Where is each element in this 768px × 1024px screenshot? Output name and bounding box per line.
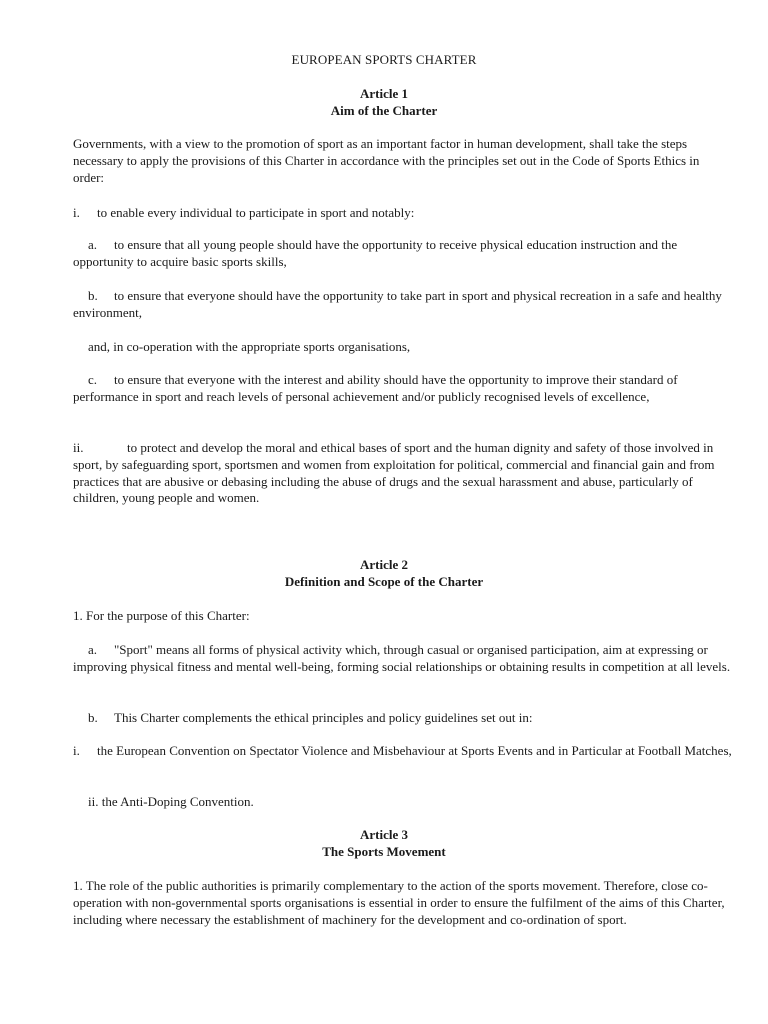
item-text: to ensure that all young people should have the opportunity to receive physical education instruction and the opportunity to acquire basic sports skills, [73, 237, 678, 269]
item-text: This Charter complements the ethical principles and policy guidelines set out in: [114, 710, 533, 725]
item-label: c. [88, 372, 98, 387]
item-label: i. [73, 743, 80, 758]
article-3-heading [0, 827, 768, 861]
item-text: "Sport" means all forms of physical activity which, through casual or organised participation, aim at expressing or improving physical fitness and mental well-being, forming social relationships or obtaining results in competition at all levels. [73, 642, 731, 674]
item-text: to protect and develop the moral and ethical bases of sport and the human dignity and safety of those involved in sport, by safeguarding sport, sportsmen and women from exploitation for political, commercial and financial gain and from practices that are abusive or debasing including the abuse of drugs and the sexual harassment and abuse, particularly of children, young people and women. [73, 440, 715, 506]
article-1-item-c [73, 372, 733, 406]
article-2-item-ii [73, 794, 733, 811]
article-1-cooperation [73, 339, 733, 356]
article-1-item-ii [73, 440, 733, 507]
article-2-heading [0, 557, 768, 591]
article-2-item-a [73, 642, 733, 676]
item-text: the European Convention on Spectator Violence and Misbehaviour at Sports Events and in Particular at Football Matches, [97, 743, 732, 758]
item-text: to ensure that everyone should have the opportunity to take part in sport and physical recreation in a safe and healthy environment, [73, 288, 722, 320]
item-text: ii. the Anti-Doping Convention. [88, 794, 254, 809]
article-1-item-a [73, 237, 733, 271]
article-1-item-i [73, 205, 733, 222]
item-label: b. [88, 710, 98, 725]
article-1-heading [0, 86, 768, 120]
article-2-number: Article 2 [359, 557, 408, 572]
item-label: ii. [73, 440, 84, 455]
article-2-item-b [73, 710, 733, 727]
article-2-title: Definition and Scope of the Charter [284, 573, 484, 589]
item-label: a. [88, 237, 98, 252]
item-label: i. [73, 205, 80, 220]
item-label: b. [88, 288, 98, 303]
cooperation-text: and, in co-operation with the appropriate sports organisations, [88, 339, 411, 354]
article-3-p1: 1. The role of the public authorities is primarily complementary to the action of the sports movement. Therefore, close co-operation with non-governmental sports organisations is essential in order to ensure the fulfilment of the aims of this Charter, including where necessary the establishment of machinery for the development and co-ordination of sport. [73, 878, 725, 927]
article-3-title: The Sports Movement [322, 843, 446, 859]
article-1-title: Aim of the Charter [330, 102, 438, 118]
article-3-number: Article 3 [359, 827, 408, 842]
item-text: to ensure that everyone with the interest and ability should have the opportunity to improve their standard of performance in sport and reach levels of personal achievement and/or publicly recognised levels of excellence, [73, 372, 678, 404]
article-2-item-i [73, 743, 733, 760]
article-2-p1: 1. For the purpose of this Charter: [73, 608, 250, 623]
article-1-number: Article 1 [359, 86, 408, 101]
item-label: a. [88, 642, 98, 657]
article-1-intro: Governments, with a view to the promotion of sport as an important factor in human development, shall take the steps necessary to apply the provisions of this Charter in accordance with the principles set out in the Code of Sports Ethics in order: [73, 136, 700, 185]
document-title: EUROPEAN SPORTS CHARTER [291, 52, 477, 67]
item-text: to enable every individual to participate in sport and notably: [97, 205, 415, 220]
article-1-item-b [73, 288, 733, 322]
